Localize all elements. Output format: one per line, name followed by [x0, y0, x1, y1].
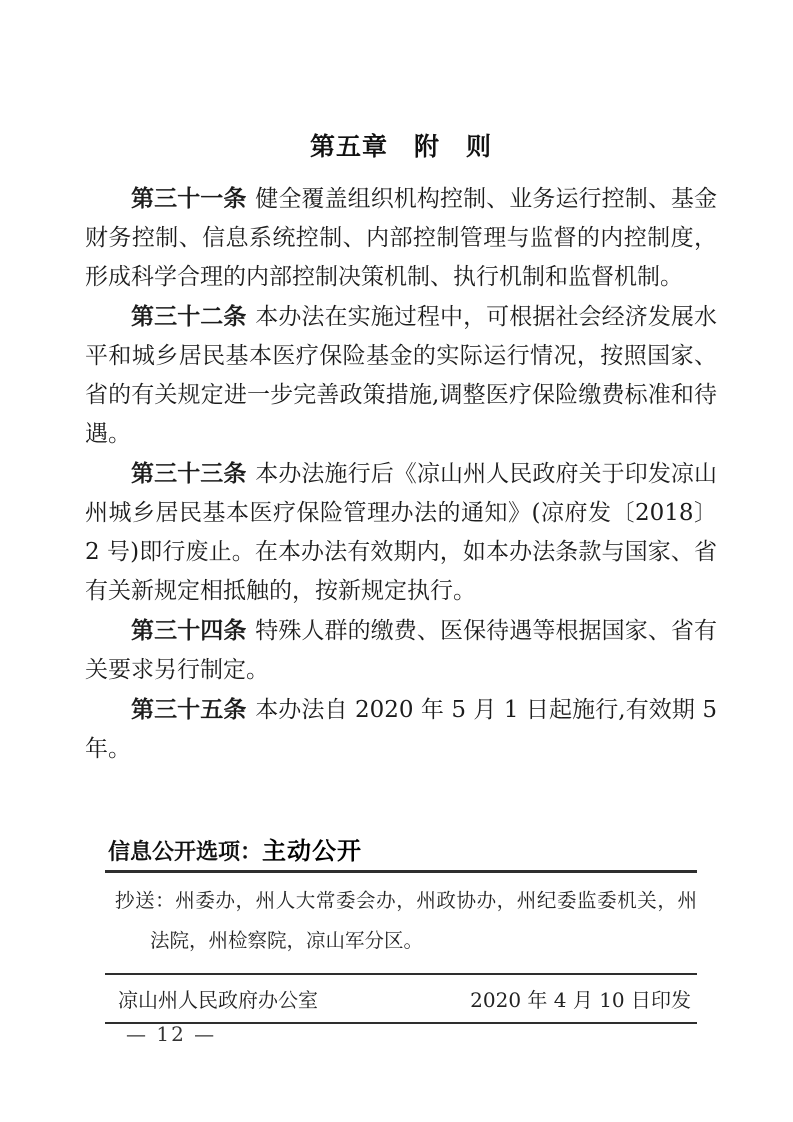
disclosure-label: 信息公开选项：	[108, 839, 263, 864]
copy-to-block	[105, 873, 697, 973]
article-34	[85, 611, 717, 690]
article-31	[85, 179, 717, 297]
article-33-text: 本办法施行后《凉山州人民政府关于印发凉山州城乡居民基本医疗保险管理办法的通知》(凉府发〔2018〕2 号)即行废止。在本办法有效期内，如本办法条款与国家、省有关新规定相抵触的，按新规定执行。	[85, 461, 718, 604]
article-35-text: 本办法自 2020 年 5 月 1 日起施行,有效期 5 年。	[85, 697, 718, 762]
document-body	[85, 0, 717, 769]
disclosure-value: 主动公开	[262, 836, 363, 865]
article-32-text: 本办法在实施过程中，可根据社会经济发展水平和城乡居民基本医疗保险基金的实际运行情况，按照国家、省的有关规定进一步完善政策措施,调整医疗保险缴费标准和待遇。	[85, 304, 718, 447]
article-31-number: 第三十一条	[131, 185, 247, 212]
article-34-number: 第三十四条	[131, 617, 247, 644]
article-33-number: 第三十三条	[131, 460, 247, 487]
document-footer	[105, 831, 697, 1024]
article-32-number: 第三十二条	[131, 303, 247, 330]
article-31-text: 健全覆盖组织机构控制、业务运行控制、基金财务控制、信息系统控制、内部控制管理与监督的内控制度，形成科学合理的内部控制决策机制、执行机制和监督机制。	[85, 186, 718, 290]
articles-block	[85, 179, 717, 769]
article-35-number: 第三十五条	[131, 696, 247, 723]
article-35	[85, 690, 717, 769]
print-date: 2020 年 4 月 10 日印发	[470, 988, 691, 1012]
article-33	[85, 454, 717, 611]
article-32	[85, 297, 717, 454]
disclosure-row	[105, 831, 697, 870]
page-number: — 12 —	[126, 1022, 217, 1046]
chapter-title: 第五章 附 则	[309, 133, 492, 161]
issuer-row	[105, 975, 697, 1022]
copy-to-text: 州委办，州人大常委会办，州政协办，州纪委监委机关，州法院，州检察院，凉山军分区。	[150, 889, 697, 952]
copy-to-label: 抄送：	[115, 889, 176, 912]
article-34-text: 特殊人群的缴费、医保待遇等根据国家、省有关要求另行制定。	[85, 618, 718, 683]
issuer-name: 凉山州人民政府办公室	[118, 988, 318, 1012]
